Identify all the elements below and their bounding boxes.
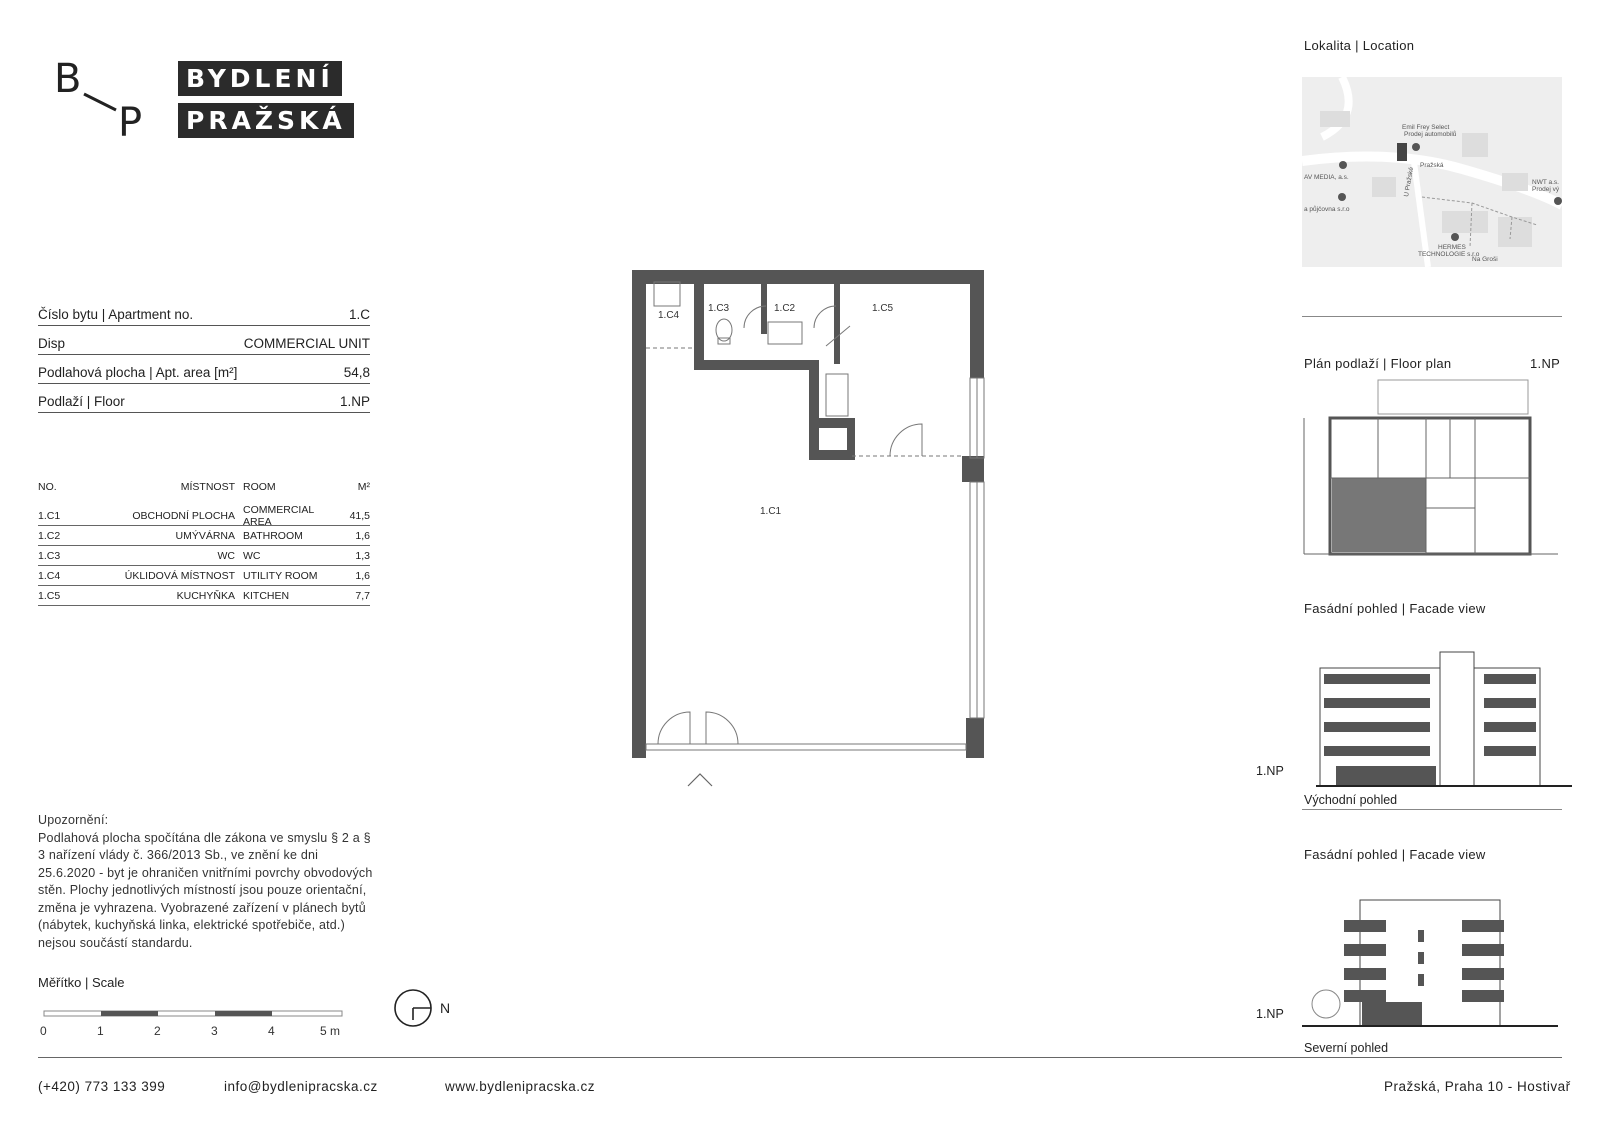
footer-email[interactable]: info@bydlenipracska.cz bbox=[224, 1079, 378, 1094]
scale-tick: 0 bbox=[40, 1024, 47, 1038]
map-label: TECHNOLOGIE s.r.o bbox=[1418, 251, 1480, 258]
info-value: 1.NP bbox=[339, 394, 370, 409]
facade1-title: Fasádní pohled | Facade view bbox=[1304, 601, 1486, 616]
cell-en: BATHROOM bbox=[243, 529, 303, 542]
map-label: HERMES bbox=[1438, 244, 1466, 251]
map-label: NWT a.s. bbox=[1532, 179, 1559, 186]
plan-walls bbox=[632, 270, 984, 758]
facade-north bbox=[1302, 890, 1562, 1030]
info-label: Číslo bytu | Apartment no. bbox=[38, 307, 194, 322]
facade2-title: Fasádní pohled | Facade view bbox=[1304, 847, 1486, 862]
scale-tick: 3 bbox=[211, 1024, 218, 1038]
scale-bar bbox=[38, 1005, 358, 1041]
room-label-c2: 1.C2 bbox=[774, 303, 796, 314]
cell-cz: KUCHYŇKA bbox=[176, 589, 235, 602]
table-row bbox=[38, 566, 370, 586]
cell-en: UTILITY ROOM bbox=[243, 569, 318, 582]
room-label-c3: 1.C3 bbox=[708, 303, 730, 314]
cell-m2: 7,7 bbox=[355, 589, 370, 602]
scale-title: Měřítko | Scale bbox=[38, 975, 125, 990]
floorplan-thumbnail bbox=[1300, 378, 1562, 568]
scale-tick: 5 m bbox=[320, 1024, 341, 1038]
divider bbox=[1302, 809, 1562, 810]
floorplan-title: Plán podlaží | Floor plan bbox=[1304, 356, 1452, 371]
notice bbox=[38, 812, 378, 952]
logo-word-2: PRAŽSKÁ bbox=[178, 103, 354, 138]
facade1-level: 1.NP bbox=[1256, 764, 1284, 778]
map-label: AV MEDIA, a.s. bbox=[1304, 174, 1349, 181]
info-label: Podlaží | Floor bbox=[38, 394, 125, 409]
cell-no: 1.C4 bbox=[38, 569, 61, 582]
info-value: COMMERCIAL UNIT bbox=[243, 336, 370, 351]
footer-phone[interactable]: (+420) 773 133 399 bbox=[38, 1079, 166, 1094]
divider bbox=[1302, 316, 1562, 317]
logo-mark bbox=[54, 58, 154, 142]
location-map bbox=[1302, 77, 1562, 267]
map-label: U Pražské bbox=[1403, 166, 1416, 198]
facade2-level: 1.NP bbox=[1256, 1007, 1284, 1021]
cell-no: 1.C2 bbox=[38, 529, 61, 542]
cell-m2: 1,6 bbox=[355, 529, 370, 542]
footer-divider bbox=[38, 1057, 1562, 1058]
info-value: 54,8 bbox=[343, 365, 370, 380]
notice-title: Upozornění: bbox=[38, 813, 109, 827]
map-label: Pražská bbox=[1420, 162, 1444, 169]
notice-text: Podlahová plocha spočítána dle zákona ve smyslu § 2 a § 3 nařízení vlády č. 366/2013 Sb., ve znění ke dni 25.6.2020 - byt je ohraničen vnitřními povrchy obvodových stěn. Plochy jednotlivých místností jsou pouze orientační, změna je vyhrazena. Vyobrazené zařízení v plánech bytů (nábytek, kuchyňská linka, elektrické spotřebiče, atd.) nejsou součástí standardu. bbox=[38, 830, 373, 950]
map-label: Prodej vý bbox=[1532, 186, 1560, 193]
table-row bbox=[38, 526, 370, 546]
cell-cz: WC bbox=[217, 549, 235, 562]
scale-tick: 1 bbox=[97, 1024, 104, 1038]
facade2-caption: Severní pohled bbox=[1304, 1041, 1389, 1055]
scale-tick: 4 bbox=[268, 1024, 275, 1038]
map-label: Na Groši bbox=[1472, 256, 1498, 263]
svg-text:P: P bbox=[118, 100, 143, 142]
info-value: 1.C bbox=[348, 307, 370, 322]
table-row bbox=[38, 586, 370, 606]
cell-cz: ÚKLIDOVÁ MÍSTNOST bbox=[124, 569, 235, 582]
facade1-caption: Východní pohled bbox=[1304, 793, 1398, 807]
col-en: ROOM bbox=[243, 481, 276, 493]
north-label: N bbox=[440, 1000, 451, 1016]
map-label: Emil Frey Select bbox=[1402, 124, 1450, 131]
col-cz: MÍSTNOST bbox=[180, 481, 235, 493]
cell-en: KITCHEN bbox=[243, 589, 290, 602]
info-area bbox=[38, 356, 370, 384]
info-label: Disp bbox=[38, 336, 66, 351]
floorplan-level: 1.NP bbox=[1530, 356, 1561, 371]
table-row bbox=[38, 503, 370, 528]
entrance-arrow-icon bbox=[688, 774, 712, 786]
col-m2: M² bbox=[357, 481, 370, 493]
cell-en: COMMERCIAL AREA bbox=[243, 503, 314, 528]
scale-tick: 2 bbox=[154, 1024, 161, 1038]
map-label: a půjčovna s.r.o bbox=[1304, 206, 1350, 213]
cell-no: 1.C3 bbox=[38, 549, 61, 562]
col-no: NO. bbox=[38, 481, 57, 493]
map-label: Prodej automobilů bbox=[1404, 131, 1457, 138]
logo-word-1: BYDLENÍ bbox=[178, 61, 342, 96]
info-floor bbox=[38, 385, 370, 413]
cell-cz: OBCHODNÍ PLOCHA bbox=[132, 509, 235, 522]
cell-no: 1.C1 bbox=[38, 509, 61, 522]
facade-east bbox=[1316, 650, 1576, 790]
table-row bbox=[38, 546, 370, 566]
cell-en: WC bbox=[243, 549, 261, 562]
info-label: Podlahová plocha | Apt. area [m²] bbox=[38, 365, 238, 380]
room-label-c5: 1.C5 bbox=[872, 303, 894, 314]
svg-text:B: B bbox=[54, 58, 82, 102]
floor-plan bbox=[628, 268, 988, 798]
footer-web[interactable]: www.bydlenipracska.cz bbox=[445, 1079, 596, 1094]
rooms-header bbox=[38, 476, 370, 498]
room-label-c4: 1.C4 bbox=[658, 310, 680, 321]
room-label-c1: 1.C1 bbox=[760, 506, 782, 517]
cell-cz: UMÝVÁRNA bbox=[175, 529, 235, 542]
footer-address: Pražská, Praha 10 - Hostivař bbox=[1384, 1079, 1571, 1094]
cell-m2: 41,5 bbox=[349, 509, 370, 522]
cell-m2: 1,6 bbox=[355, 569, 370, 582]
cell-no: 1.C5 bbox=[38, 589, 61, 602]
cell-m2: 1,3 bbox=[355, 549, 370, 562]
north-arrow-icon bbox=[392, 987, 462, 1031]
info-apartment-no bbox=[38, 298, 370, 326]
info-disposition bbox=[38, 327, 370, 355]
location-title: Lokalita | Location bbox=[1304, 38, 1415, 53]
rooms-table bbox=[38, 476, 370, 606]
